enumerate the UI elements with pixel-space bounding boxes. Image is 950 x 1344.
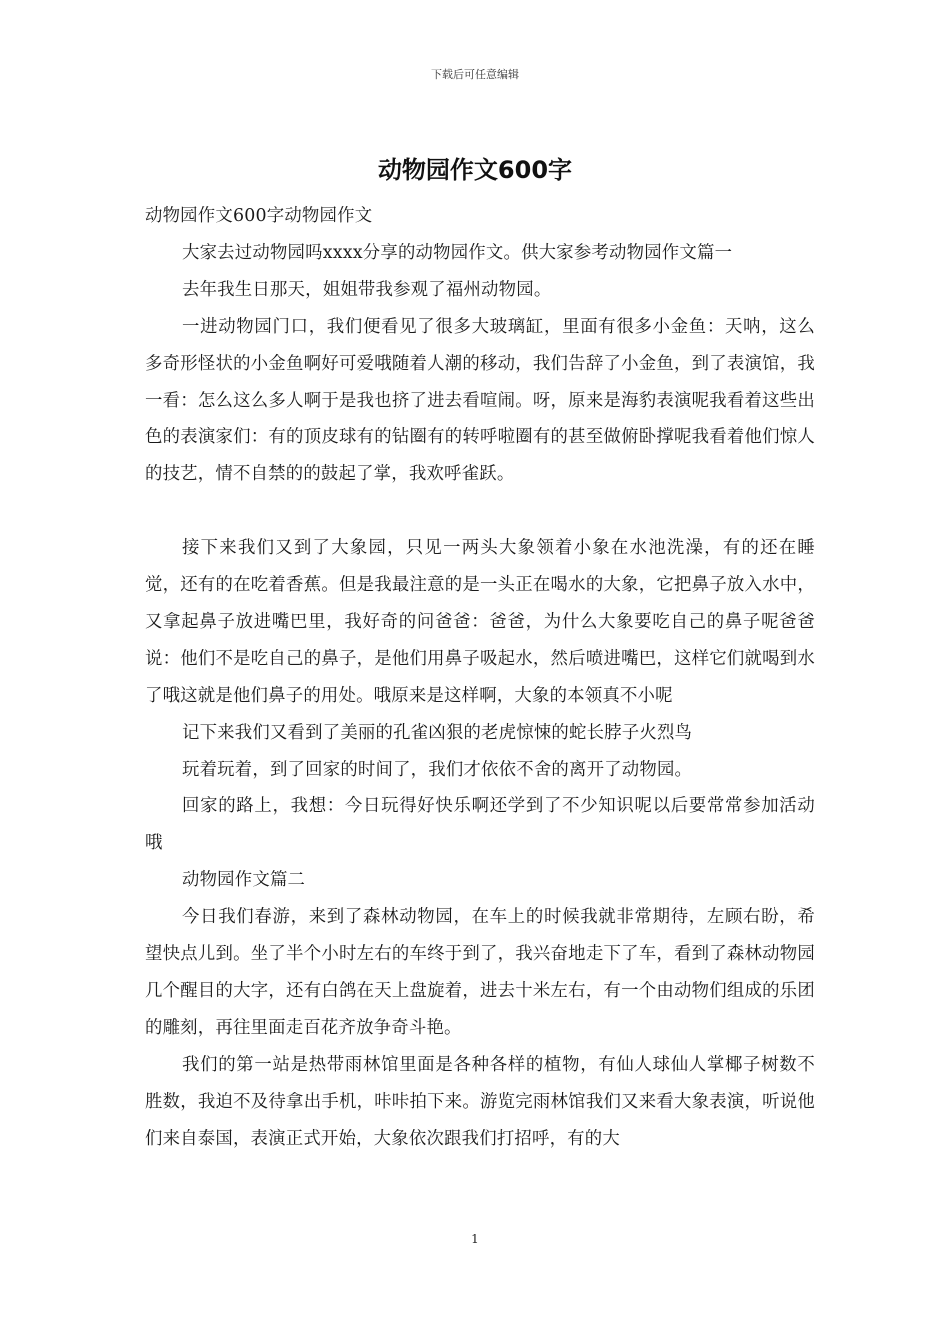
paragraph: 我们的第一站是热带雨林馆里面是各种各样的植物，有仙人球仙人掌椰子树数不胜数，我迫不及待拿出手机，咔咔拍下来。游览完雨林馆我们又来看大象表演，听说他们来自泰国，表演正式开始，大象依次跟我们打招呼，有的大 xyxy=(145,1054,815,1149)
paragraph: 回家的路上，我想：今日玩得好快乐啊还学到了不少知识呢以后要常常参加活动哦 xyxy=(145,796,815,854)
section-heading: 动物园作文篇二 xyxy=(182,870,306,891)
document-title: 动物园作文600字 xyxy=(377,156,573,184)
paragraph: 去年我生日那天，姐姐带我参观了福州动物园。 xyxy=(182,279,552,300)
paragraph: 大家去过动物园吗xxxx分享的动物园作文。供大家参考动物园作文篇一 xyxy=(182,242,733,263)
header-note: 下载后可任意编辑 xyxy=(431,68,519,81)
paragraph: 今日我们春游，来到了森林动物园，在车上的时候我就非常期待，左顾右盼，希望快点儿到。坐了半个小时左右的车终于到了，我兴奋地走下了车，看到了森林动物园几个醒目的大字，还有白鸽在天上盘旋着，进去十米左右，有一个由动物们组成的乐团的雕刻，再往里面走百花齐放争奇斗艳。 xyxy=(145,907,815,1038)
document-body xyxy=(145,198,815,1158)
paragraph: 记下来我们又看到了美丽的孔雀凶狠的老虎惊悚的蛇长脖子火烈鸟 xyxy=(182,722,693,743)
paragraph: 一进动物园门口，我们便看见了很多大玻璃缸，里面有很多小金鱼：天呐，这么多奇形怪状的小金鱼啊好可爱哦随着人潮的移动，我们告辞了小金鱼，到了表演馆，我一看：怎么这么多人啊于是我也挤了进去看喧闹。呀，原来是海豹表演呢我看着这些出色的表演家们：有的顶皮球有的钻圈有的转呼啦圈有的甚至做俯卧撑呢我看着他们惊人的技艺，情不自禁的的鼓起了掌，我欢呼雀跃。 xyxy=(145,316,815,485)
paragraph: 接下来我们又到了大象园，只见一两头大象领着小象在水池洗澡，有的还在睡觉，还有的在吃着香蕉。但是我最注意的是一头正在喝水的大象，它把鼻子放入水中，又拿起鼻子放进嘴巴里，我好奇的问爸爸：爸爸，为什么大象要吃自己的鼻子呢爸爸说：他们不是吃自己的鼻子，是他们用鼻子吸起水，然后喷进嘴巴，这样它们就喝到水了哦这就是他们鼻子的用处。哦原来是这样啊，大象的本领真不小呢 xyxy=(145,538,815,706)
paragraph-spacer xyxy=(145,493,815,530)
page-number: 1 xyxy=(471,1232,479,1246)
document-subtitle: 动物园作文600字动物园作文 xyxy=(145,206,373,226)
paragraph: 玩着玩着，到了回家的时间了，我们才依依不舍的离开了动物园。 xyxy=(182,759,693,780)
